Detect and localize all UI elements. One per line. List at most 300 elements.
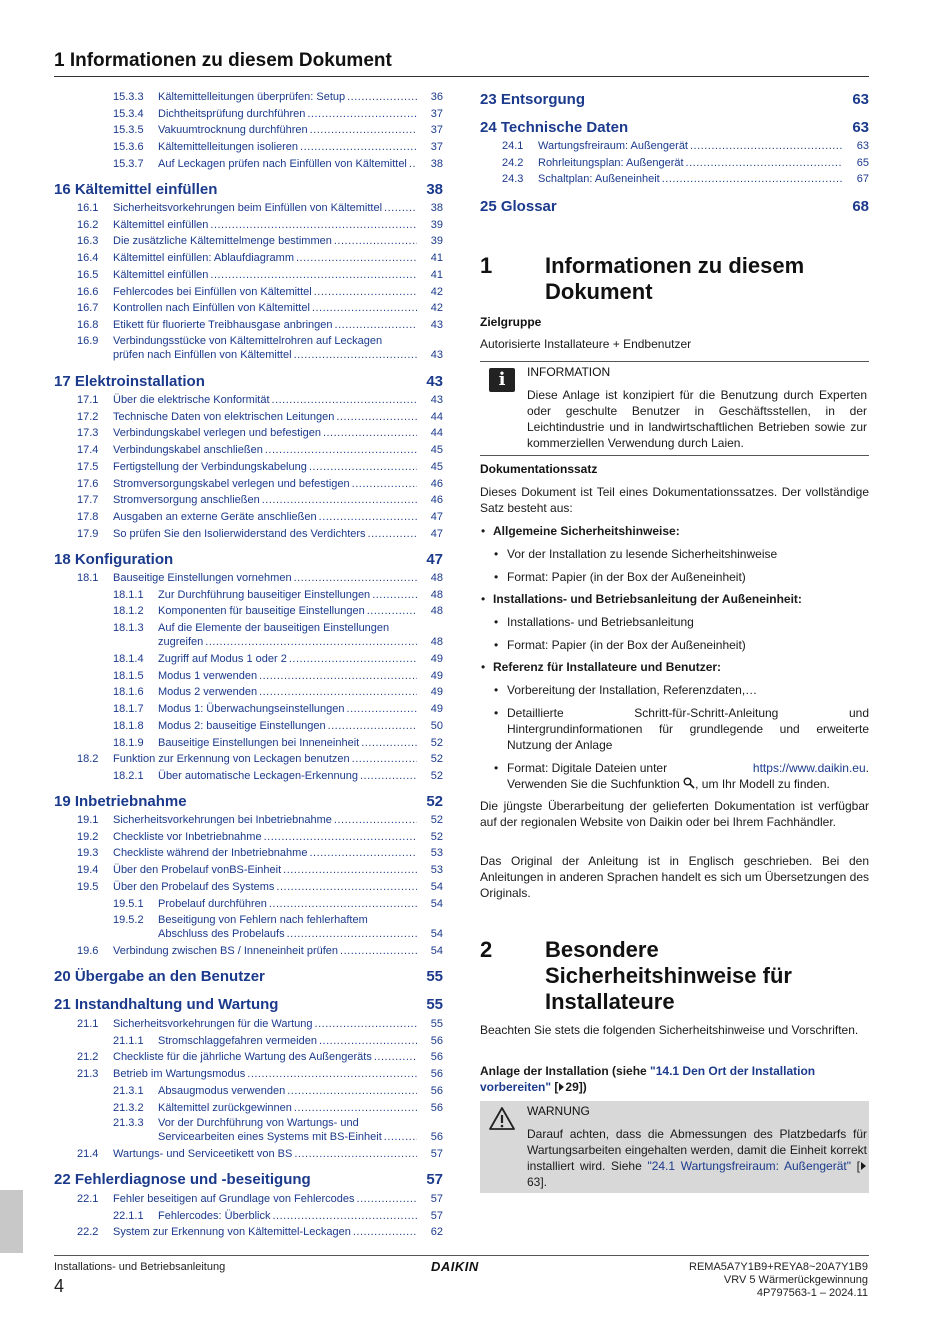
toc-entry[interactable] <box>113 621 389 635</box>
warning-box <box>480 1101 869 1193</box>
toc-leader-dots <box>287 1084 417 1098</box>
toc-entry-number: 21.1.1 <box>113 1034 144 1047</box>
toc-entry-title: Verbindung zwischen BS / Inneneinheit prüfen <box>113 945 339 957</box>
toc-entry-page: 43 <box>430 349 443 361</box>
toc-entry-title: Fehlercodes: Überblick <box>158 1209 271 1222</box>
toc-entry-page: 52 <box>430 736 443 749</box>
toc-entry[interactable] <box>77 863 443 877</box>
toc-entry-number: 15.3.4 <box>113 107 144 120</box>
section-1-heading <box>480 253 869 307</box>
toc-entry-title: Dichtheitsprüfung durchführen <box>158 107 306 120</box>
toc-entry-number: 16.7 <box>77 302 99 315</box>
toc-entry-page: 67 <box>856 173 869 186</box>
toc-chapter[interactable] <box>54 373 443 391</box>
toc-chapter[interactable] <box>480 119 869 137</box>
toc-entry-number: 21.4 <box>77 1148 99 1160</box>
toc-entry-page: 42 <box>430 285 443 298</box>
search-icon <box>683 777 695 789</box>
toc-entry[interactable] <box>77 201 443 215</box>
toc-entry-title: Beseitigung von Fehlern nach fehlerhaftem <box>158 914 368 926</box>
toc-entry-title: Wartungs- und Serviceetikett von BS <box>113 1148 293 1160</box>
toc-leader-dots <box>259 669 417 683</box>
warning-icon <box>488 1106 516 1131</box>
toc-entry[interactable] <box>77 285 443 299</box>
toc-entry-number: 17.3 <box>77 427 99 440</box>
toc-entry[interactable] <box>502 172 869 186</box>
toc-leader-dots <box>384 1130 417 1144</box>
footer-doc-id: 4P797563-1 – 2024.11 <box>756 1287 868 1299</box>
footer-product: VRV 5 Wärmerückgewinnung <box>723 1274 868 1286</box>
section-title-line: Sicherheitshinweise für <box>545 963 792 988</box>
toc-entry-number: 22.1.1 <box>113 1209 144 1222</box>
daikin-logo: DAIKIN <box>431 1259 479 1274</box>
toc-entry-page: 54 <box>430 897 443 910</box>
toc-entry[interactable] <box>113 719 443 733</box>
toc-leader-dots <box>340 944 417 958</box>
toc-entry-number: 15.3.5 <box>113 124 144 137</box>
toc-entry-page: 54 <box>430 928 443 940</box>
toc-entry-title: Ausgaben an externe Geräte anschließen <box>113 510 317 523</box>
toc-entry-title: Sicherheitsvorkehrungen bei Inbetriebnahme <box>113 814 332 826</box>
toc-chapter-title: 17 Elektroinstallation <box>54 373 205 390</box>
toc-entry-number: 16.5 <box>77 268 99 281</box>
toc-leader-dots <box>409 157 417 171</box>
toc-leader-dots <box>686 156 843 170</box>
toc-entry[interactable] <box>77 571 443 585</box>
toc-leader-dots <box>310 123 417 137</box>
toc-chapter[interactable] <box>480 91 869 109</box>
toc-entry-title: Modus 2 verwenden <box>158 686 258 699</box>
toc-entry-title: Über automatische Leckagen-Erkennung <box>158 769 358 782</box>
toc-chapter-page: 68 <box>852 198 869 215</box>
toc-chapter-title: 20 Übergabe an den Benutzer <box>54 968 265 985</box>
footer-model: REMA5A7Y1B9+REYA8~20A7Y1B9 <box>689 1261 868 1273</box>
toc-leader-dots <box>319 1034 417 1048</box>
toc-entry-number: 19.1 <box>77 814 99 826</box>
toc-leader-dots <box>353 1225 417 1239</box>
toc-entry-title: Über die elektrische Konformität <box>113 394 270 406</box>
list-item-title: Installations- und Betriebsanleitung der Außeneinheit: <box>493 592 802 606</box>
warning-title: WARNUNG <box>527 1104 590 1118</box>
toc-entry-number: 19.3 <box>77 847 99 860</box>
toc-entry[interactable] <box>113 897 443 911</box>
warning-reference-link[interactable]: "24.1 Wartungsfreiraum: Außengerät" <box>647 1159 851 1173</box>
toc-leader-dots <box>273 1209 418 1223</box>
toc-entry[interactable] <box>113 1209 443 1223</box>
toc-entry-title: Rohrleitungsplan: Außengerät <box>538 156 684 169</box>
toc-chapter[interactable] <box>54 968 443 986</box>
list-item-text: Nutzung der Anlage <box>507 738 613 752</box>
toc-entry-continuation[interactable] <box>158 1130 443 1144</box>
section-title-line: Besondere <box>545 937 659 962</box>
toc-entry[interactable] <box>77 460 443 474</box>
toc-entry[interactable] <box>113 90 443 104</box>
toc-entry-page: 39 <box>430 235 443 248</box>
toc-entry-number: 18.1.5 <box>113 669 144 682</box>
toc-entry-title: Sicherheitsvorkehrungen für die Wartung <box>113 1018 313 1030</box>
toc-entry-number: 18.2.1 <box>113 769 144 782</box>
toc-leader-dots <box>312 301 417 315</box>
toc-entry-number: 19.5.1 <box>113 897 144 910</box>
information-box <box>480 361 869 456</box>
toc-entry-page: 49 <box>430 669 443 682</box>
toc-entry-number: 21.3.2 <box>113 1101 144 1114</box>
section-title-line: Informationen zu diesem <box>545 253 805 278</box>
toc-chapter-title: 24 Technische Daten <box>480 119 629 136</box>
toc-chapter-title: 22 Fehlerdiagnose und -beseitigung <box>54 1171 311 1188</box>
toc-entry-page: 47 <box>430 527 443 540</box>
toc-entry[interactable] <box>77 1050 443 1064</box>
toc-entry[interactable] <box>77 1225 443 1239</box>
toc-entry[interactable] <box>113 736 443 750</box>
toc-entry[interactable] <box>113 123 443 137</box>
toc-entry-number: 18.1.2 <box>113 605 144 618</box>
toc-chapter-page: 52 <box>426 793 443 810</box>
toc-entry-page: 48 <box>430 572 443 584</box>
toc-entry-page: 42 <box>430 302 443 315</box>
toc-entry[interactable] <box>113 140 443 154</box>
toc-entry-page: 44 <box>430 427 443 440</box>
list-item: • Format: Digitale Dateien unter https://www.daikin.eu. Verwenden Sie die Suchfunktion , um Ihr Modell zu finden. <box>494 761 869 791</box>
toc-leader-dots <box>334 234 417 248</box>
toc-leader-dots <box>296 251 417 265</box>
toc-entry-title: Fertigstellung der Verbindungskabelung <box>113 460 307 473</box>
toc-entry-continuation[interactable] <box>113 348 443 362</box>
toc-leader-dots <box>690 139 843 153</box>
toc-entry-number: 18.1.8 <box>113 719 144 732</box>
toc-entry-title: Verbindungsstücke von Kältemittelrohren auf Leckagen <box>113 335 383 347</box>
toc-entry-page: 53 <box>430 864 443 877</box>
section-title-line: Installateure <box>545 989 675 1014</box>
toc-entry-page: 52 <box>430 814 443 826</box>
toc-entry-number: 19.5.2 <box>113 914 144 926</box>
toc-entry-page: 55 <box>430 1018 443 1030</box>
toc-leader-dots <box>294 571 417 585</box>
toc-entry[interactable] <box>77 813 443 827</box>
toc-entry-page: 56 <box>430 1068 443 1081</box>
list-item-title: Referenz für Installateure und Benutzer: <box>493 660 722 674</box>
toc-entry[interactable] <box>77 510 443 524</box>
toc-entry-title: So prüfen Sie den Isolierwiderstand des Verdichters <box>113 527 366 540</box>
toc-leader-dots <box>294 1147 417 1161</box>
section-title-line: Dokument <box>545 279 653 304</box>
toc-entry-page: 47 <box>430 510 443 523</box>
toc-entry-continuation[interactable] <box>158 635 443 649</box>
toc-entry[interactable] <box>77 234 443 248</box>
toc-entry-page: 41 <box>430 252 443 265</box>
toc-leader-dots <box>272 393 417 407</box>
arrow-ref-icon <box>860 1161 867 1171</box>
toc-leader-dots <box>315 1017 417 1031</box>
list-item-text: , um Ihr Modell zu finden. <box>695 777 830 791</box>
toc-leader-dots <box>265 443 417 457</box>
toc-entry-title: Checkliste vor Inbetriebnahme <box>113 830 262 843</box>
information-icon: i <box>489 368 515 392</box>
toc-entry-number: 16.6 <box>77 285 99 298</box>
toc-entry[interactable] <box>113 1116 359 1130</box>
toc-chapter[interactable] <box>54 181 443 199</box>
toc-entry-number: 16.3 <box>77 235 99 248</box>
toc-entry-number: 15.3.3 <box>113 91 144 103</box>
toc-entry-page: 52 <box>430 769 443 782</box>
toc-leader-dots <box>247 1067 417 1081</box>
toc-leader-dots <box>367 604 417 618</box>
toc-entry[interactable] <box>77 393 443 407</box>
toc-entry[interactable] <box>77 410 443 424</box>
toc-entry-title: Kältemittel zurückgewinnen <box>158 1101 292 1114</box>
toc-leader-dots <box>361 736 417 750</box>
toc-leader-dots <box>287 927 417 941</box>
toc-entry-page: 57 <box>430 1148 443 1160</box>
toc-chapter-page: 57 <box>426 1171 443 1188</box>
toc-entry[interactable] <box>113 1084 443 1098</box>
toc-entry-title: Stromschlaggefahren vermeiden <box>158 1034 317 1047</box>
toc-entry-number: 24.1 <box>502 140 524 152</box>
toc-entry-title: Abschluss des Probelaufs <box>158 928 285 940</box>
toc-entry-number: 17.9 <box>77 527 99 540</box>
list-item-text: Installations- und Betriebsanleitung <box>507 615 694 629</box>
toc-entry[interactable] <box>77 334 382 348</box>
toc-entry[interactable] <box>77 1017 443 1031</box>
toc-leader-dots <box>294 1101 417 1115</box>
anlage-reference-link[interactable]: "14.1 Den Ort der Installation vorbereiten" <box>480 1064 816 1094</box>
toc-entry-page: 56 <box>430 1131 443 1143</box>
toc-entry[interactable] <box>502 139 869 153</box>
toc-entry-title: Verbindungskabel anschließen <box>113 444 263 457</box>
toc-entry-number: 21.3.3 <box>113 1117 144 1129</box>
toc-entry[interactable] <box>113 769 443 783</box>
toc-entry[interactable] <box>77 443 443 457</box>
toc-entry-title: Bauseitige Einstellungen bei Inneneinheit <box>158 736 360 749</box>
toc-entry-number: 17.6 <box>77 477 99 490</box>
toc-chapter[interactable] <box>54 1171 443 1189</box>
toc-entry-page: 63 <box>856 140 869 152</box>
list-item: • Detaillierte Schritt-für-Schritt-Anleitung und Hintergrundinformationen für grundlegende und erweiterte Nutzung der Anlage <box>494 706 869 752</box>
toc-entry[interactable] <box>77 1067 443 1081</box>
toc-entry[interactable] <box>77 944 443 958</box>
zielgruppe-text: Autorisierte Installateure + Endbenutzer <box>480 337 692 351</box>
toc-entry-title: Fehlercodes bei Einfüllen von Kältemittel <box>113 285 312 298</box>
toc-entry-number: 17.2 <box>77 410 99 423</box>
toc-entry[interactable] <box>113 107 443 121</box>
list-item-text: Vor der Installation zu lesende Sicherheitshinweise <box>507 547 778 561</box>
toc-entry-page: 43 <box>430 318 443 331</box>
section-number: 1 <box>480 253 493 278</box>
list-item-text: Verwenden Sie die Suchfunktion <box>507 777 680 791</box>
toc-entry[interactable] <box>77 218 443 232</box>
toc-entry-page: 49 <box>430 686 443 699</box>
toc-leader-dots <box>262 493 417 507</box>
toc-leader-dots <box>384 201 417 215</box>
toc-entry[interactable] <box>113 1101 443 1115</box>
toc-entry-page: 65 <box>856 156 869 169</box>
toc-entry-title: Zugriff auf Modus 1 oder 2 <box>158 653 287 665</box>
toc-entry[interactable] <box>113 157 443 171</box>
toc-leader-dots <box>347 90 417 104</box>
toc-entry-title: Auf Leckagen prüfen nach Einfüllen von Kältemittel <box>158 157 407 170</box>
toc-entry-page: 48 <box>430 588 443 601</box>
toc-entry-page: 57 <box>430 1209 443 1222</box>
toc-entry-page: 56 <box>430 1034 443 1047</box>
toc-entry-title: Absaugmodus verwenden <box>158 1084 286 1097</box>
toc-entry-page: 50 <box>430 719 443 732</box>
toc-chapter[interactable] <box>54 793 443 811</box>
toc-chapter-page: 63 <box>852 91 869 108</box>
toc-entry-number: 18.1.7 <box>113 703 144 716</box>
toc-entry-number: 22.1 <box>77 1193 99 1205</box>
list-item-text: Format: Papier (in der Box der Außeneinheit) <box>507 570 746 584</box>
toc-entry-page: 45 <box>430 444 443 457</box>
toc-entry-continuation[interactable] <box>158 927 443 941</box>
toc-entry-number: 22.2 <box>77 1226 99 1239</box>
toc-entry[interactable] <box>77 846 443 860</box>
toc-entry[interactable] <box>77 527 443 541</box>
toc-entry[interactable] <box>502 156 869 170</box>
toc-entry-title: Auf die Elemente der bauseitigen Einstellungen <box>158 622 390 634</box>
daikin-website-link[interactable]: https://www.daikin.eu <box>752 761 866 775</box>
toc-entry-page: 44 <box>430 410 443 423</box>
toc-leader-dots <box>319 510 417 524</box>
toc-entry-page: 38 <box>430 202 443 214</box>
latest-revision-paragraph: Die jüngste Überarbeitung der gelieferten Dokumentation ist verfügbar auf der regionalen Website von Daikin oder bei Ihrem Fachhändler. <box>480 799 869 829</box>
toc-entry-title: Zur Durchführung bauseitiger Einstellungen <box>158 588 371 601</box>
toc-leader-dots <box>294 348 417 362</box>
toc-chapter-title: 21 Instandhaltung und Wartung <box>54 996 279 1013</box>
toc-leader-dots <box>309 460 417 474</box>
toc-entry[interactable] <box>113 652 443 666</box>
toc-entry-page: 56 <box>430 1101 443 1114</box>
list-item-title: Allgemeine Sicherheitshinweise: <box>493 524 680 538</box>
toc-chapter-page: 47 <box>426 551 443 568</box>
toc-entry-title: Stromversorgung anschließen <box>113 494 260 507</box>
toc-entry-page: 37 <box>430 141 443 154</box>
dokumentationssatz-intro: Dieses Dokument ist Teil eines Dokumentationssatzes. Der vollständige Satz besteht aus: <box>480 485 869 515</box>
toc-entry-number: 18.1.9 <box>113 736 144 749</box>
toc-entry-title: Vakuumtrocknung durchführen <box>158 124 308 137</box>
toc-leader-dots <box>300 140 417 154</box>
zielgruppe-heading: Zielgruppe <box>480 315 542 329</box>
toc-entry-title: prüfen nach Einfüllen von Kältemittel <box>113 349 292 361</box>
toc-entry-title: Vor der Durchführung von Wartungs- und <box>158 1117 359 1129</box>
toc-entry-number: 16.2 <box>77 218 99 231</box>
original-language-paragraph: Das Original der Anleitung ist in Englisch geschrieben. Bei den Anleitungen in anderen Sprachen handelt es sich um Übersetzungen des Originals. <box>480 854 869 900</box>
toc-entry-page: 43 <box>430 394 443 406</box>
list-item-text: Format: Papier (in der Box der Außeneinheit) <box>507 638 746 652</box>
toc-entry[interactable] <box>77 318 443 332</box>
toc-entry[interactable] <box>77 426 443 440</box>
toc-leader-dots <box>347 702 417 716</box>
toc-entry[interactable] <box>113 588 443 602</box>
toc-leader-dots <box>264 830 417 844</box>
toc-entry[interactable] <box>77 477 443 491</box>
toc-leader-dots <box>374 1050 417 1064</box>
toc-entry-title: Etikett für fluorierte Treibhausgase anbringen <box>113 318 333 331</box>
toc-entry-page: 56 <box>430 1084 443 1097</box>
toc-entry-number: 15.3.7 <box>113 157 144 170</box>
toc-entry-title: zugreifen <box>158 636 204 648</box>
toc-entry[interactable] <box>113 685 443 699</box>
toc-entry-number: 24.3 <box>502 173 524 186</box>
toc-entry-title: Sicherheitsvorkehrungen beim Einfüllen von Kältemittel <box>113 202 383 214</box>
toc-leader-dots <box>307 107 417 121</box>
toc-entry-number: 21.3 <box>77 1068 99 1081</box>
toc-entry[interactable] <box>77 268 443 282</box>
toc-entry[interactable] <box>113 669 443 683</box>
toc-entry[interactable] <box>113 1034 443 1048</box>
toc-entry[interactable] <box>77 251 443 265</box>
toc-entry[interactable] <box>77 830 443 844</box>
toc-entry-number: 17.8 <box>77 510 99 523</box>
toc-entry[interactable] <box>77 1192 443 1206</box>
toc-entry-page: 37 <box>430 124 443 137</box>
toc-leader-dots <box>314 285 417 299</box>
toc-leader-dots <box>276 880 417 894</box>
toc-entry[interactable] <box>113 702 443 716</box>
page-side-tab <box>0 1190 23 1253</box>
toc-leader-dots <box>259 685 417 699</box>
toc-entry-page: 49 <box>430 653 443 665</box>
toc-leader-dots <box>352 752 417 766</box>
toc-entry-number: 24.2 <box>502 156 524 169</box>
toc-entry-title: Über den Probelauf vonBS-Einheit <box>113 864 282 877</box>
toc-entry-page: 53 <box>430 847 443 860</box>
toc-entry-page: 62 <box>430 1226 443 1239</box>
toc-entry-number: 16.4 <box>77 252 99 265</box>
toc-leader-dots <box>205 635 417 649</box>
toc-entry-page: 52 <box>430 830 443 843</box>
toc-chapter[interactable] <box>480 198 869 216</box>
toc-entry[interactable] <box>77 752 443 766</box>
toc-entry-number: 17.4 <box>77 444 99 457</box>
list-item-text: Hintergrundinformationen für grundlegende und erweiterte <box>507 722 869 736</box>
toc-entry-number: 21.2 <box>77 1051 99 1064</box>
toc-entry[interactable] <box>77 1147 443 1161</box>
toc-entry-title: Fehler beseitigen auf Grundlage von Fehlercodes <box>113 1193 355 1205</box>
toc-entry-page: 46 <box>430 477 443 490</box>
toc-entry-page: 56 <box>430 1051 443 1064</box>
toc-chapter-title: 23 Entsorgung <box>480 91 586 108</box>
list-item-text: Format: Digitale Dateien unter <box>507 761 668 775</box>
toc-entry-page: 54 <box>430 945 443 957</box>
toc-entry[interactable] <box>113 604 443 618</box>
toc-leader-dots <box>289 652 417 666</box>
toc-entry-title: Stromversorgungskabel verlegen und befestigen <box>113 477 350 490</box>
toc-entry-title: Servicearbeiten eines Systems mit BS-Einheit <box>158 1131 382 1143</box>
toc-entry-page: 41 <box>430 268 443 281</box>
toc-entry-number: 17.7 <box>77 494 99 507</box>
toc-chapter[interactable] <box>54 996 443 1014</box>
section-number: 2 <box>480 937 493 962</box>
toc-entry-number: 18.1.3 <box>113 622 144 634</box>
toc-entry-title: Kontrollen nach Einfüllen von Kältemittel <box>113 302 310 315</box>
toc-entry-title: Kältemittelleitungen isolieren <box>158 141 299 154</box>
toc-entry-page: 57 <box>430 1193 443 1205</box>
toc-entry-page: 54 <box>430 880 443 893</box>
toc-entry-title: Funktion zur Erkennung von Leckagen benutzen <box>113 753 350 766</box>
toc-entry-page: 37 <box>430 107 443 120</box>
toc-entry-page: 39 <box>430 218 443 231</box>
toc-entry-title: Über den Probelauf des Systems <box>113 880 275 893</box>
toc-entry-page: 48 <box>430 636 443 648</box>
toc-leader-dots <box>368 527 417 541</box>
toc-entry-title: Bauseitige Einstellungen vornehmen <box>113 572 292 584</box>
toc-entry-number: 18.2 <box>77 753 99 766</box>
toc-entry[interactable] <box>77 301 443 315</box>
toc-entry[interactable] <box>77 880 443 894</box>
toc-entry[interactable] <box>113 913 368 927</box>
toc-entry[interactable] <box>77 493 443 507</box>
toc-chapter[interactable] <box>54 551 443 569</box>
